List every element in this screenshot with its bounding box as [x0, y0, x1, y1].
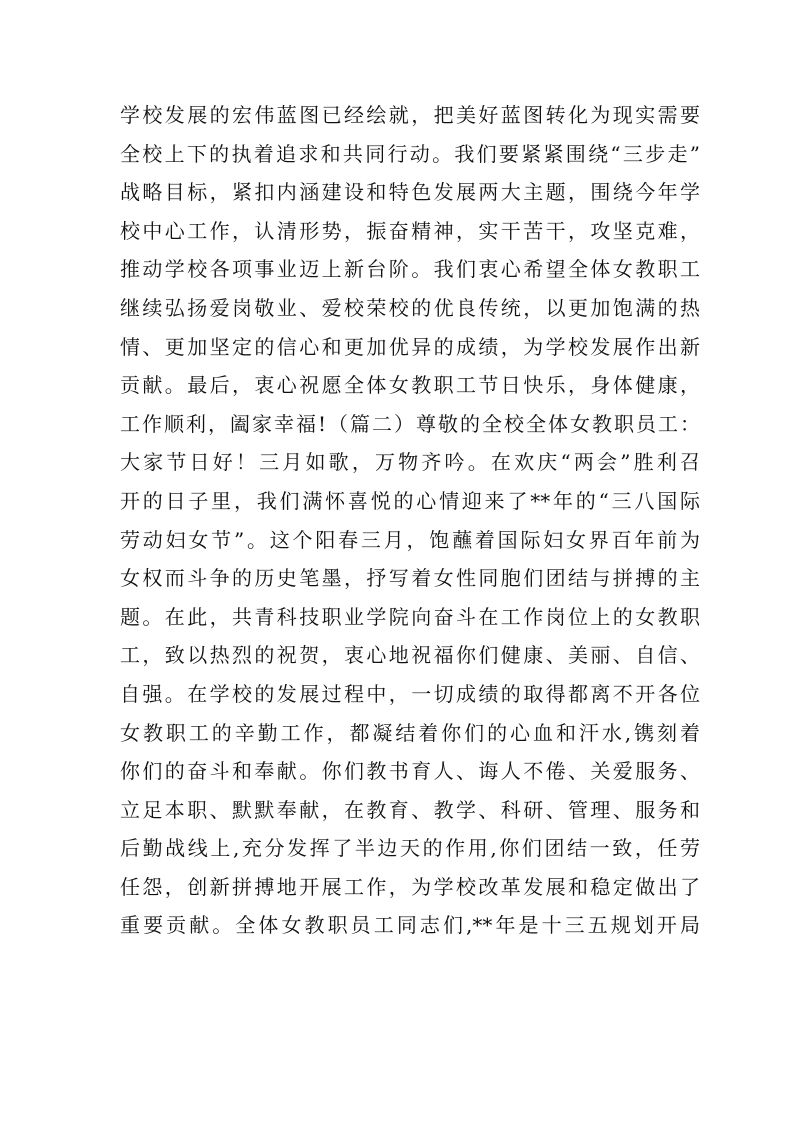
body-text — [120, 96, 700, 945]
text-line: 大家节日好！三月如歌，万物齐吟。在欢庆“两会”胜利召 — [120, 450, 700, 475]
text-line: 你们的奋斗和奉献。你们教书育人、诲人不倦、关爱服务、 — [120, 759, 700, 784]
text-line: 工，致以热烈的祝贺，衷心地祝福你们健康、美丽、自信、 — [120, 643, 700, 668]
text-line: 女权而斗争的历史笔墨，抒写着女性同胞们团结与拼搏的主 — [120, 566, 700, 591]
text-line: 女教职工的辛勤工作，都凝结着你们的心血和汗水,镌刻着 — [120, 720, 700, 745]
text-line: 推动学校各项事业迈上新台阶。我们衷心希望全体女教职工 — [120, 257, 700, 282]
text-line: 继续弘扬爱岗敬业、爱校荣校的优良传统，以更加饱满的热 — [120, 295, 700, 320]
text-line: 任怨，创新拼搏地开展工作，为学校改革发展和稳定做出了 — [120, 874, 700, 899]
text-line: 劳动妇女节”。这个阳春三月，饱蘸着国际妇女界百年前为 — [120, 527, 700, 552]
text-line: 情、更加坚定的信心和更加优异的成绩，为学校发展作出新 — [120, 334, 700, 359]
text-line: 贡献。最后，衷心祝愿全体女教职工节日快乐，身体健康， — [120, 373, 700, 398]
text-line: 战略目标，紧扣内涵建设和特色发展两大主题，围绕今年学 — [120, 180, 700, 205]
text-line: 开的日子里，我们满怀喜悦的心情迎来了**年的“三八国际 — [120, 488, 700, 513]
text-line: 工作顺利，阖家幸福!（篇二）尊敬的全校全体女教职员工： — [120, 411, 700, 436]
text-line: 自强。在学校的发展过程中，一切成绩的取得都离不开各位 — [120, 681, 700, 706]
text-line: 题。在此，共青科技职业学院向奋斗在工作岗位上的女教职 — [120, 604, 700, 629]
text-line: 立足本职、默默奉献，在教育、教学、科研、管理、服务和 — [120, 797, 700, 822]
text-line: 校中心工作，认清形势，振奋精神，实干苦干，攻坚克难， — [120, 218, 700, 243]
text-line: 学校发展的宏伟蓝图已经绘就，把美好蓝图转化为现实需要 — [120, 103, 700, 127]
text-line: 重要贡献。全体女教职员工同志们,**年是十三五规划开局 — [120, 913, 700, 938]
text-line: 后勤战线上,充分发挥了半边天的作用,你们团结一致，任劳 — [120, 836, 700, 861]
text-line: 全校上下的执着追求和共同行动。我们要紧紧围绕“三步走” — [120, 141, 700, 166]
